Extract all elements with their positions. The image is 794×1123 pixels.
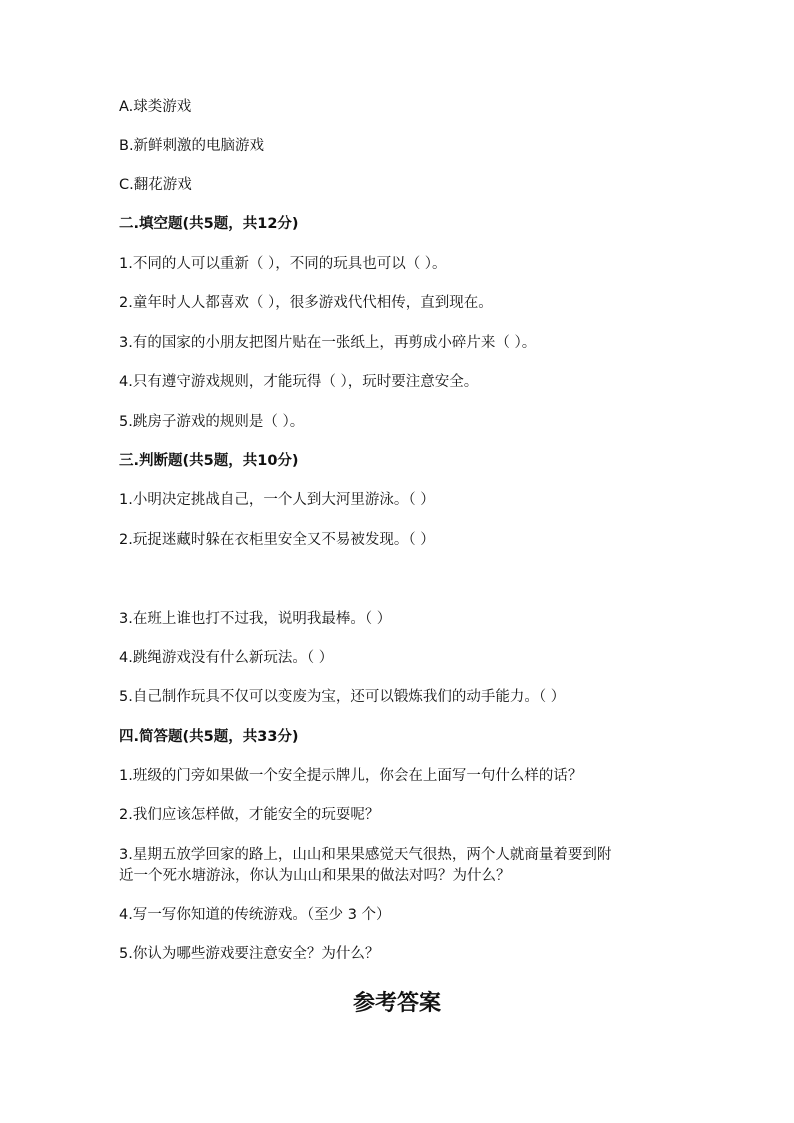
fill-question-3: 3.有的国家的小朋友把图片贴在一张纸上，再剪成小碎片来（ ）。 xyxy=(119,335,537,351)
option-c: C.翻花游戏 xyxy=(119,177,192,193)
section-fill-in-heading: 二.填空题(共5题，共12分) xyxy=(119,216,299,232)
section-short-answer-heading: 四.简答题(共5题，共33分) xyxy=(119,729,299,745)
judge-question-1: 1.小明决定挑战自己，一个人到大河里游泳。（ ） xyxy=(119,492,435,508)
fill-question-4: 4.只有遵守游戏规则，才能玩得（ ），玩时要注意安全。 xyxy=(119,374,479,390)
fill-question-5: 5.跳房子游戏的规则是（ ）。 xyxy=(119,414,305,430)
short-question-5: 5.你认为哪些游戏要注意安全？为什么？ xyxy=(119,946,380,962)
short-question-1: 1.班级的门旁如果做一个安全提示牌儿，你会在上面写一句什么样的话？ xyxy=(119,768,583,784)
judge-question-5: 5.自己制作玩具不仅可以变废为宝，还可以锻炼我们的动手能力。（ ） xyxy=(119,689,566,705)
fill-question-2: 2.童年时人人都喜欢（ ），很多游戏代代相传，直到现在。 xyxy=(119,295,493,311)
short-question-2: 2.我们应该怎样做，才能安全的玩耍呢？ xyxy=(119,807,380,823)
short-question-3-line-1: 3.星期五放学回家的路上，山山和果果感觉天气很热，两个人就商量着要到附 xyxy=(119,847,612,863)
short-question-4: 4.写一写你知道的传统游戏。（至少 3 个） xyxy=(119,907,391,923)
option-b: B.新鲜刺激的电脑游戏 xyxy=(119,138,265,154)
short-question-3-line-2: 近一个死水塘游泳，你认为山山和果果的做法对吗？为什么？ xyxy=(119,868,511,884)
fill-question-1: 1.不同的人可以重新（ ），不同的玩具也可以（ ）。 xyxy=(119,256,447,272)
option-a: A.球类游戏 xyxy=(119,99,192,115)
judge-question-3: 3.在班上谁也打不过我，说明我最棒。（ ） xyxy=(119,611,392,627)
section-judge-heading: 三.判断题(共5题，共10分) xyxy=(119,453,299,469)
judge-question-2: 2.玩捉迷藏时躲在衣柜里安全又不易被发现。（ ） xyxy=(119,532,435,548)
judge-question-4: 4.跳绳游戏没有什么新玩法。（ ） xyxy=(119,650,334,666)
answers-title: 参考答案 xyxy=(352,990,441,1016)
